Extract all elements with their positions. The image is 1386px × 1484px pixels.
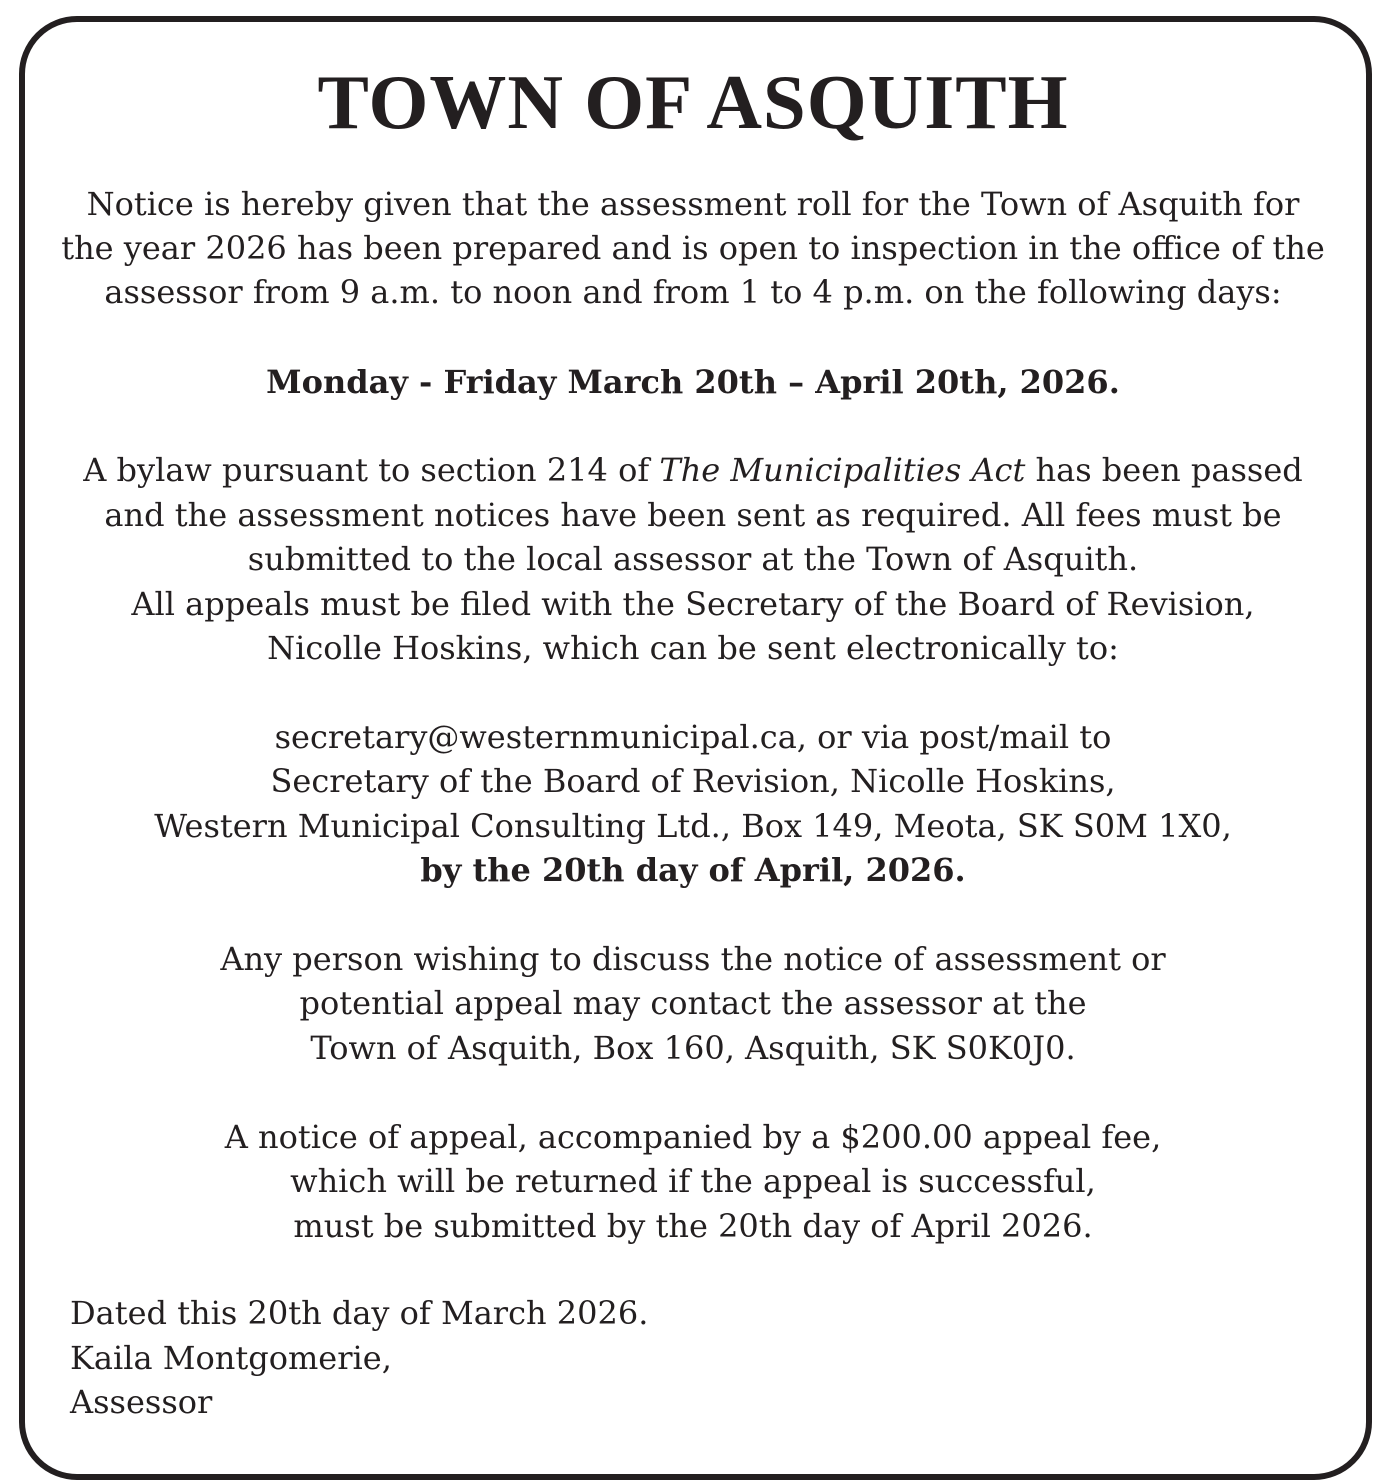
- bylaw-line-3: submitted to the local assessor at the Town of Asquith.: [247, 540, 1139, 578]
- address-line-postal: Western Municipal Consulting Ltd., Box 149, Meota, SK S0M 1X0,: [154, 807, 1232, 845]
- appeal-fee-line-1: A notice of appeal, accompanied by a $200.00 appeal fee,: [224, 1118, 1162, 1156]
- bylaw-suffix: has been passed: [1025, 451, 1303, 489]
- signatory-role: Assessor: [70, 1383, 213, 1421]
- notice-title: TOWN OF ASQUITH: [317, 59, 1069, 145]
- intro-line-2: the year 2026 has been prepared and is open to inspection in the office of the: [61, 229, 1325, 267]
- dated-line: Dated this 20th day of March 2026.: [70, 1294, 649, 1332]
- contact-line-1: Any person wishing to discuss the notice of assessment or: [220, 940, 1166, 978]
- bylaw-line-4: All appeals must be filed with the Secretary of the Board of Revision,: [131, 585, 1255, 623]
- address-line-secretary: Secretary of the Board of Revision, Nicolle Hoskins,: [270, 762, 1116, 800]
- act-title: The Municipalities Act: [659, 451, 1026, 489]
- appeal-fee-line-2: which will be returned if the appeal is successful,: [290, 1162, 1096, 1200]
- bylaw-prefix: A bylaw pursuant to section 214 of: [83, 451, 660, 489]
- bylaw-line-1: [30, 448, 1356, 492]
- intro-line-1: Notice is hereby given that the assessment roll for the Town of Asquith for: [86, 185, 1300, 223]
- address-line-email: secretary@westernmunicipal.ca, or via post/mail to: [274, 718, 1112, 756]
- intro-line-3: assessor from 9 a.m. to noon and from 1 to 4 p.m. on the following days:: [104, 273, 1282, 311]
- contact-line-3: Town of Asquith, Box 160, Asquith, SK S0K0J0.: [310, 1029, 1076, 1067]
- inspection-schedule: Monday - Friday March 20th – April 20th, 2026.: [266, 363, 1120, 401]
- contact-line-2: potential appeal may contact the assessor at the: [299, 984, 1087, 1022]
- appeal-deadline: by the 20th day of April, 2026.: [420, 851, 966, 889]
- bylaw-line-5: Nicolle Hoskins, which can be sent electronically to:: [267, 629, 1119, 667]
- bylaw-line-2: and the assessment notices have been sent as required. All fees must be: [104, 496, 1282, 534]
- signatory-name: Kaila Montgomerie,: [70, 1339, 392, 1377]
- appeal-fee-line-3: must be submitted by the 20th day of April 2026.: [293, 1207, 1093, 1245]
